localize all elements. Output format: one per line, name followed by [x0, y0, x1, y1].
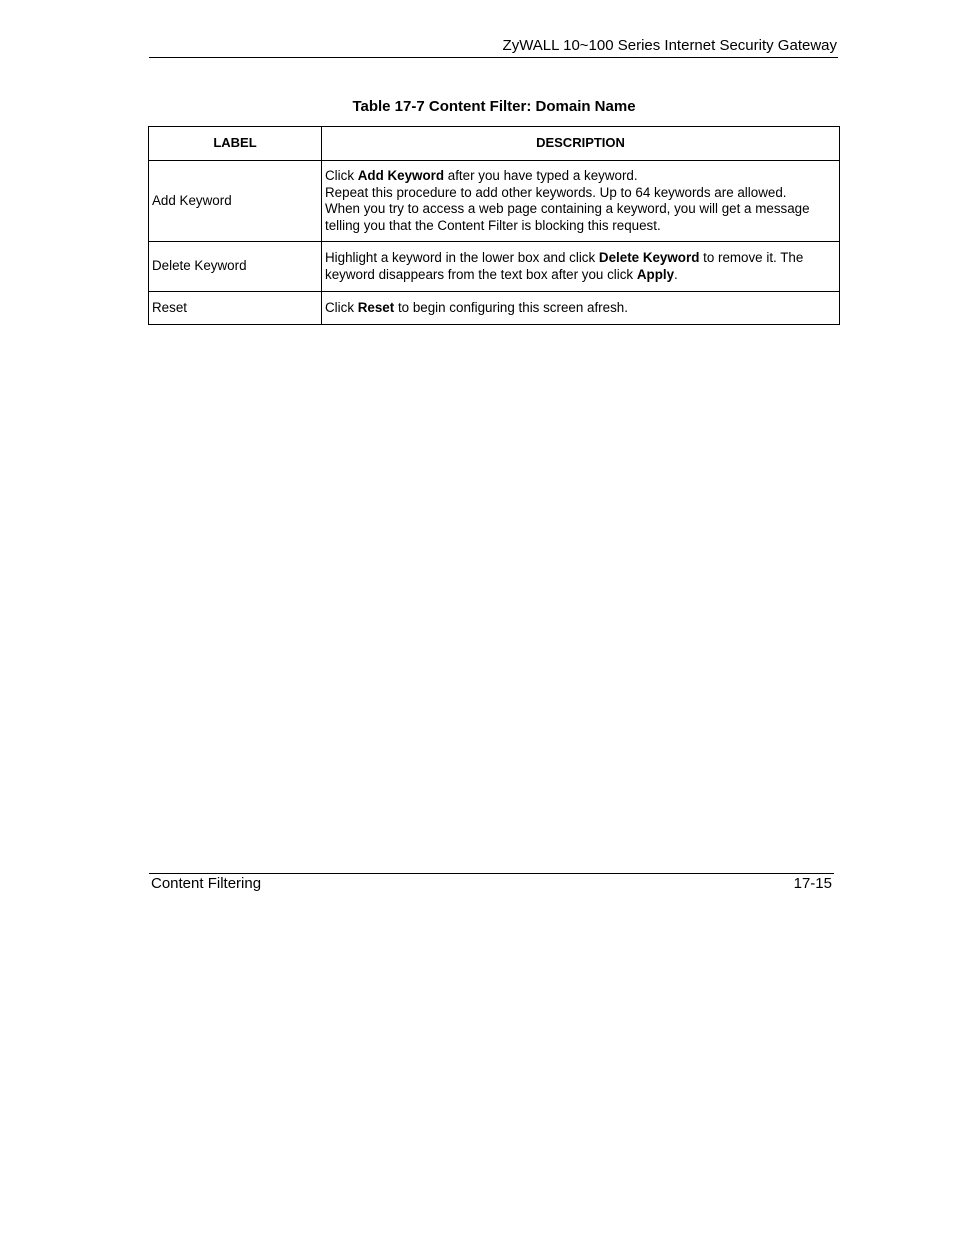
bold-term: Delete Keyword — [598, 250, 700, 265]
text-segment: Click — [325, 168, 358, 183]
row-label: Reset — [149, 292, 322, 325]
row-description — [322, 292, 840, 325]
table-header-row — [149, 127, 840, 161]
bold-term: Reset — [357, 299, 395, 315]
row-label: Delete Keyword — [149, 242, 322, 292]
header-divider — [149, 57, 838, 58]
row-description — [322, 161, 840, 242]
column-header-label: LABEL — [149, 127, 322, 161]
description-line — [325, 168, 836, 185]
bold-term: Add Keyword — [357, 168, 445, 183]
bold-term: Apply — [636, 266, 675, 282]
description-line: When you try to access a web page containing a keyword, you will get a message telling you that the Content Filter is blocking this request. — [325, 201, 810, 233]
row-label: Add Keyword — [149, 161, 322, 242]
description-line: Repeat this procedure to add other keywords. Up to 64 keywords are allowed. — [325, 184, 787, 200]
text-segment: . — [674, 266, 678, 282]
text-segment: to begin configuring this screen afresh. — [394, 299, 628, 315]
text-segment: to remove it. The keyword disappears from the text box after you click — [325, 250, 804, 282]
text-segment: Click — [325, 299, 358, 315]
column-header-description: DESCRIPTION — [322, 127, 840, 161]
table-row — [149, 242, 840, 292]
running-header-title: ZyWALL 10~100 Series Internet Security Gateway — [502, 37, 837, 54]
text-segment: Highlight a keyword in the lower box and click — [325, 250, 599, 265]
table-row — [149, 292, 840, 325]
text-segment: after you have typed a keyword. — [444, 168, 638, 183]
footer-section-name: Content Filtering — [151, 875, 262, 892]
table-row — [149, 161, 840, 242]
table-caption: Table 17-7 Content Filter: Domain Name — [352, 98, 636, 115]
footer-divider — [149, 873, 834, 874]
content-filter-table — [148, 126, 840, 325]
page-number: 17-15 — [793, 875, 832, 892]
row-description — [322, 242, 840, 292]
